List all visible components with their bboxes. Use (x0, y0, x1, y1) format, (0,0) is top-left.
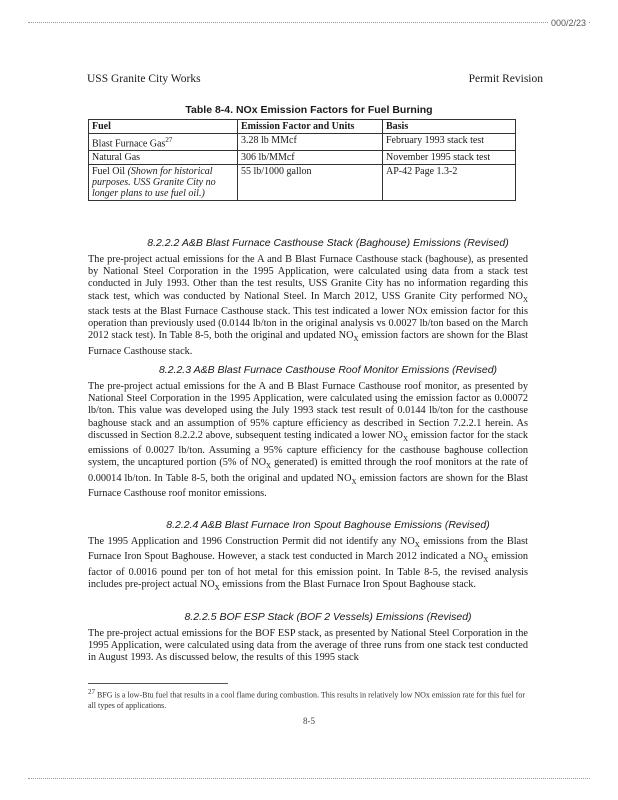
footnote-rule (88, 683, 228, 684)
table-row (89, 165, 516, 201)
table-header-row (89, 120, 516, 134)
table-header-cell: Fuel (89, 120, 238, 134)
section-paragraph: The pre-project actual emissions for the BOF ESP stack, as presented by National Steel Corporation in the 1995 Application, were calculated using data from the average of three runs from one stack test conducted in August 1993. As discussed below, the results of this 1995 stack (88, 628, 528, 664)
table-cell-factor: 3.28 lb MMcf (238, 134, 383, 151)
table-cell-factor: 306 lb/MMcf (238, 151, 383, 165)
section-paragraph: The pre-project actual emissions for the A and B Blast Furnace Casthouse stack (baghouse), as presented by National Steel Corporation in the 1995 Application, were calculated using data from a stack test conducted in July 1993. Other than the test results, USS Granite City has no information regarding this stack test, which was conducted by National Steel. In March 2012, USS Granite City performed $NO_X$ stack tests at the Blast Furnace Casthouse stack. This test indicated a lower NOx emission factor for this operation than previously used (0.0144 lb/ton in the original analysis vs 0.0027 lb/ton based on the March 2012 stack test). In Table 8-5, both the original and updated $NO_X$ emission factors are shown for the Blast Furnace Casthouse stack. (88, 254, 529, 357)
table-cell-basis: February 1993 stack test (383, 134, 516, 151)
section-paragraph: The pre-project actual emissions for the A and B Blast Furnace Casthouse roof monitor, as presented by National Steel Corporation in the 1995 Application, were calculated using the emission factor as 0.00072 lb/ton. This value was developed using the July 1993 stack test result of 0.0144 lb/ton for the casthouse baghouse stack and an assumption of 95% capture efficiency as described in Section 7.2.2.1 herein. As discussed in Section 8.2.2.2 above, subsequent testing indicated a lower $NO_X$ emission factor for the stack emissions of 0.0027 lb/ton. Assuming a 95% capture efficiency for the casthouse baghouse collection system, the uncaptured portion (5% of $NO_X$ generated) is emitted through the roof monitors at the rate of 0.00014 lb/ton. In Table 8-5, both the original and updated $NO_X$ emission factors are shown for the Blast Furnace Casthouse roof monitor emissions. (88, 381, 529, 499)
scan-artifact-top (28, 22, 590, 23)
footnote-mark: 27 (88, 688, 95, 696)
section-8-2-2-4 (88, 519, 528, 594)
table-header-cell: Basis (383, 120, 516, 134)
table-cell-factor: 55 lb/1000 gallon (238, 165, 383, 201)
section-8-2-2-2 (88, 237, 528, 358)
scan-artifact-bottom (28, 778, 590, 779)
table-cell-basis: November 1995 stack test (383, 151, 516, 165)
page-number: 8-5 (303, 716, 315, 726)
section-heading: 8.2.2.4 A&B Blast Furnace Iron Spout Baghouse Emissions (Revised) (166, 519, 490, 531)
table-cell-fuel: Blast Furnace Gas$^{27}$ (89, 134, 238, 151)
section-paragraph: The 1995 Application and 1996 Construction Permit did not identify any $NO_X$ emissions from the Blast Furnace Iron Spout Baghouse. However, a stack test conducted in March 2012 indicated a $NO_X$ emission factor of 0.0016 pound per ton of hot metal for this emission point. In Table 8-5, the revised analysis includes pre-project actual $NO_X$ emissions from the Blast Furnace Iron Spout Baghouse stack. (88, 536, 528, 592)
table-title: Table 8-4. NOx Emission Factors for Fuel Burning (185, 104, 433, 116)
section-heading: 8.2.2.2 A&B Blast Furnace Casthouse Stack (Baghouse) Emissions (Revised) (147, 237, 509, 249)
table-cell-basis: AP-42 Page 1.3-2 (383, 165, 516, 201)
table-row (89, 151, 516, 165)
document-number: 000/2/23 (550, 18, 586, 28)
header-right: Permit Revision (468, 73, 543, 85)
table-header-cell: Emission Factor and Units (238, 120, 383, 134)
footnote (88, 687, 528, 711)
section-8-2-2-3 (88, 364, 528, 500)
section-heading: 8.2.2.3 A&B Blast Furnace Casthouse Roof Monitor Emissions (Revised) (158, 364, 498, 376)
footnote-text: BFG is a low-Btu fuel that results in a cool flame during combustion. This results in relatively low NOx emission rate for this fuel for all types of applications. (88, 690, 526, 710)
table-cell-fuel: Natural Gas (89, 151, 238, 165)
header-left: USS Granite City Works (87, 73, 201, 85)
nox-emission-table (88, 119, 516, 201)
section-heading: 8.2.2.5 BOF ESP Stack (BOF 2 Vessels) Emissions (Revised) (184, 611, 472, 623)
table-row (89, 134, 516, 151)
section-8-2-2-5 (88, 611, 528, 665)
table-cell-fuel: Fuel Oil (Shown for historical purposes. USS Granite City no longer plans to use fuel oil.) (89, 165, 238, 201)
